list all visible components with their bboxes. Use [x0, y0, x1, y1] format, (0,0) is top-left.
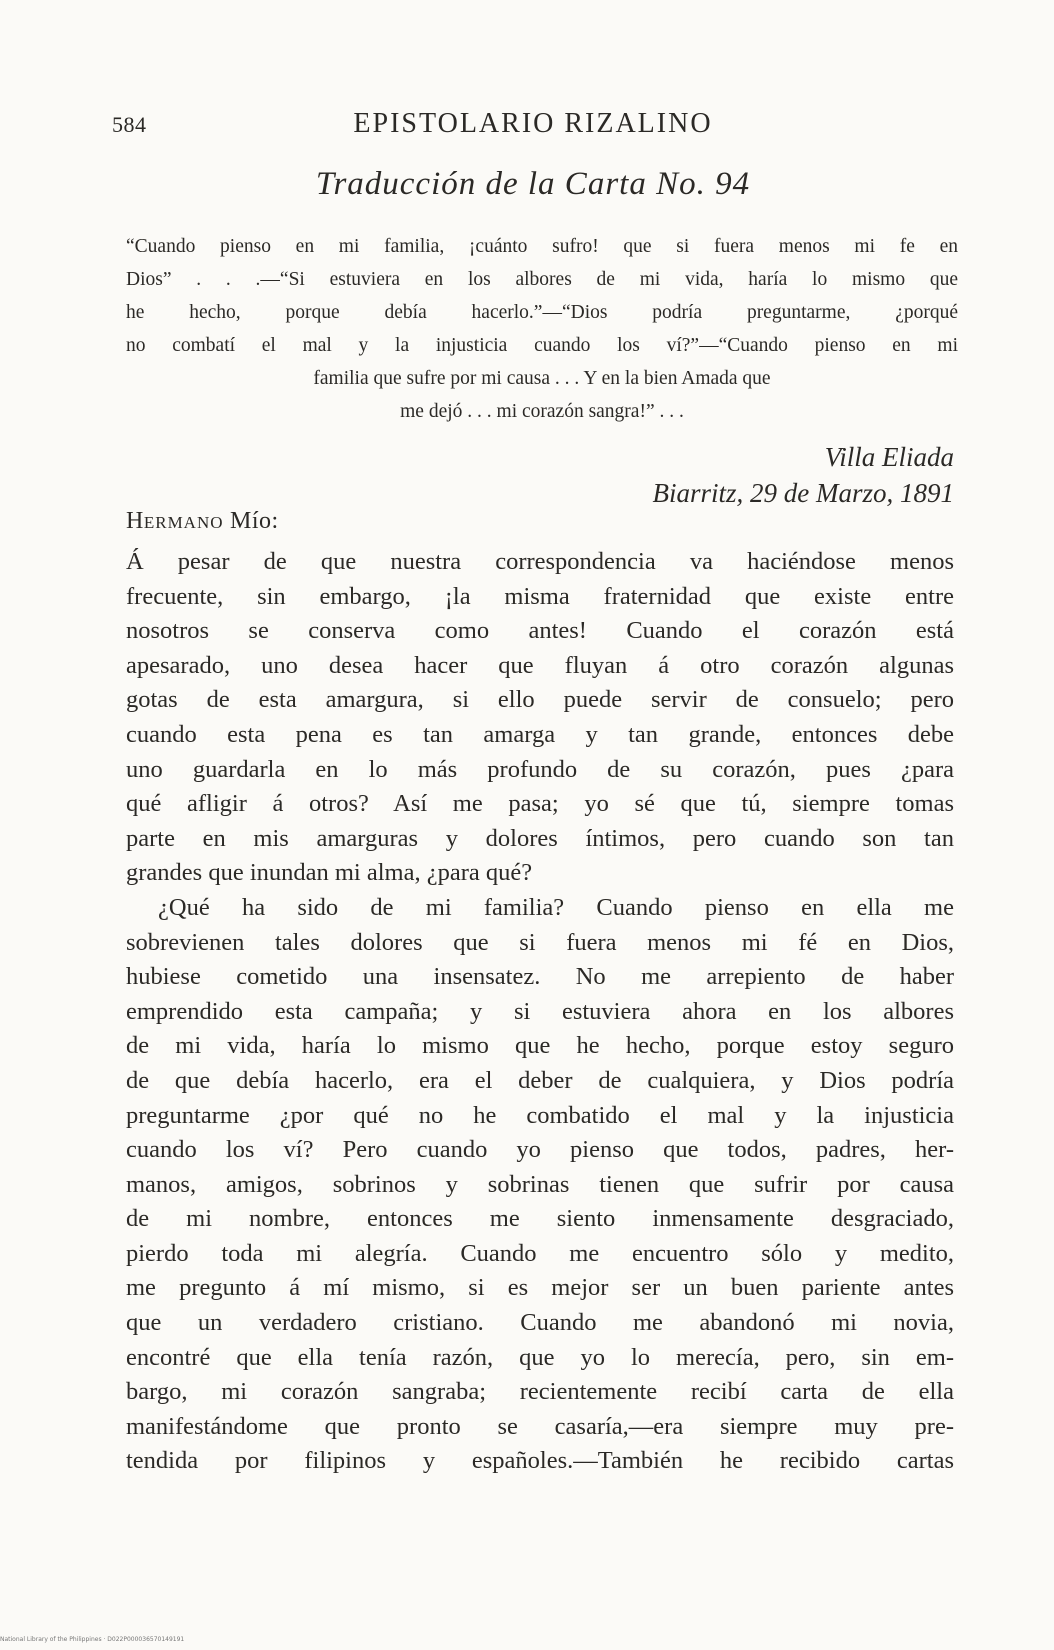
body-line: qué afligir á otros? Así me pasa; yo sé que tú, siempre tomas [126, 790, 954, 818]
body-line: bargo, mi corazón sangraba; recientemente recibí carta de ella [126, 1378, 954, 1406]
body-line: gotas de esta amargura, si ello puede servir de consuelo; pero [126, 686, 954, 714]
body-line: que un verdadero cristiano. Cuando me abandonó mi novia, [126, 1309, 954, 1337]
epigraph-quote [126, 230, 958, 428]
salutation-rest: Mío: [223, 508, 279, 534]
body-line: Á pesar de que nuestra correspondencia va haciéndose menos [126, 548, 954, 575]
body-line: uno guardarla en lo más profundo de su corazón, pues ¿para [126, 755, 954, 783]
body-line: de que debía hacerlo, era el deber de cualquiera, y Dios podría [126, 1066, 954, 1094]
quote-line: no combatí el mal y la injusticia cuando los ví?”—“Cuando pienso en mi [126, 335, 958, 356]
salutation-small-caps: ERMANO [143, 513, 224, 532]
body-line: de mi vida, haría lo mismo que he hecho, porque estoy seguro [126, 1032, 954, 1060]
body-line: parte en mis amarguras y dolores íntimos, pero cuando son tan [126, 824, 954, 852]
body-line: frecuente, sin embargo, ¡la misma fraternidad que existe entre [126, 582, 954, 610]
quote-line: Dios” . . .—“Si estuviera en los albores de mi vida, haría lo mismo que [126, 269, 958, 290]
body-line: ¿Qué ha sido de mi familia? Cuando pienso en ella me [158, 893, 954, 921]
body-line: de mi nombre, entonces me siento inmensamente desgraciado, [126, 1205, 954, 1233]
running-head [112, 108, 954, 144]
body-line: emprendido esta campaña; y si estuviera ahora en los albores [126, 997, 954, 1025]
body-line: manos, amigos, sobrinos y sobrinas tienen que sufrir por causa [126, 1170, 954, 1198]
body-line: pierdo toda mi alegría. Cuando me encuentro sólo y medito, [126, 1239, 954, 1267]
body-line: apesarado, uno desea hacer que fluyan á otro corazón algunas [126, 651, 954, 679]
dateline-city-date: Biarritz, 29 de Marzo, 1891 [652, 478, 954, 508]
book-title: EPISTOLARIO RIZALINO [353, 108, 713, 139]
salutation [126, 508, 279, 535]
quote-line: familia que sufre por mi causa . . . Y en la bien Amada que [313, 368, 771, 389]
body-line: hubiese cometido una insensatez. No me arrepiento de haber [126, 963, 954, 991]
body-line: sobrevienen tales dolores que si fuera menos mi fé en Dios, [126, 928, 954, 956]
body-line: grandes que inundan mi alma, ¿para qué? [126, 859, 533, 887]
quote-line: “Cuando pienso en mi familia, ¡cuánto sufro! que si fuera menos mi fe en [126, 236, 958, 257]
body-line: nosotros se conserva como antes! Cuando el corazón está [126, 617, 954, 645]
body-line: tendida por filipinos y españoles.—También he recibido cartas [126, 1447, 954, 1475]
body-line: encontré que ella tenía razón, que yo lo merecía, pero, sin em- [126, 1343, 954, 1371]
body-line: preguntarme ¿por qué no he combatido el mal y la injusticia [126, 1101, 954, 1129]
salutation-initial: H [126, 508, 144, 534]
body-line: cuando los ví? Pero cuando yo pienso que todos, padres, her- [126, 1136, 954, 1164]
section-title: Traducción de la Carta No. 94 [315, 166, 751, 202]
quote-line: me dejó . . . mi corazón sangra!” . . . [400, 401, 684, 422]
body-line: manifestándome que pronto se casaría,—era siempre muy pre- [126, 1412, 954, 1440]
scan-footer-stamp: National Library of the Philippines · D022P000036570149191 [0, 1636, 185, 1643]
dateline-place: Villa Eliada [824, 442, 954, 472]
body-line: cuando esta pena es tan amarga y tan grande, entonces debe [126, 720, 954, 748]
quote-line: he hecho, porque debía hacerlo.”—“Dios podría preguntarme, ¿porqué [126, 302, 958, 323]
body-line: me pregunto á mí mismo, si es mejor ser un buen pariente antes [126, 1274, 954, 1302]
page-number: 584 [112, 112, 147, 137]
letter-body [126, 545, 954, 1479]
